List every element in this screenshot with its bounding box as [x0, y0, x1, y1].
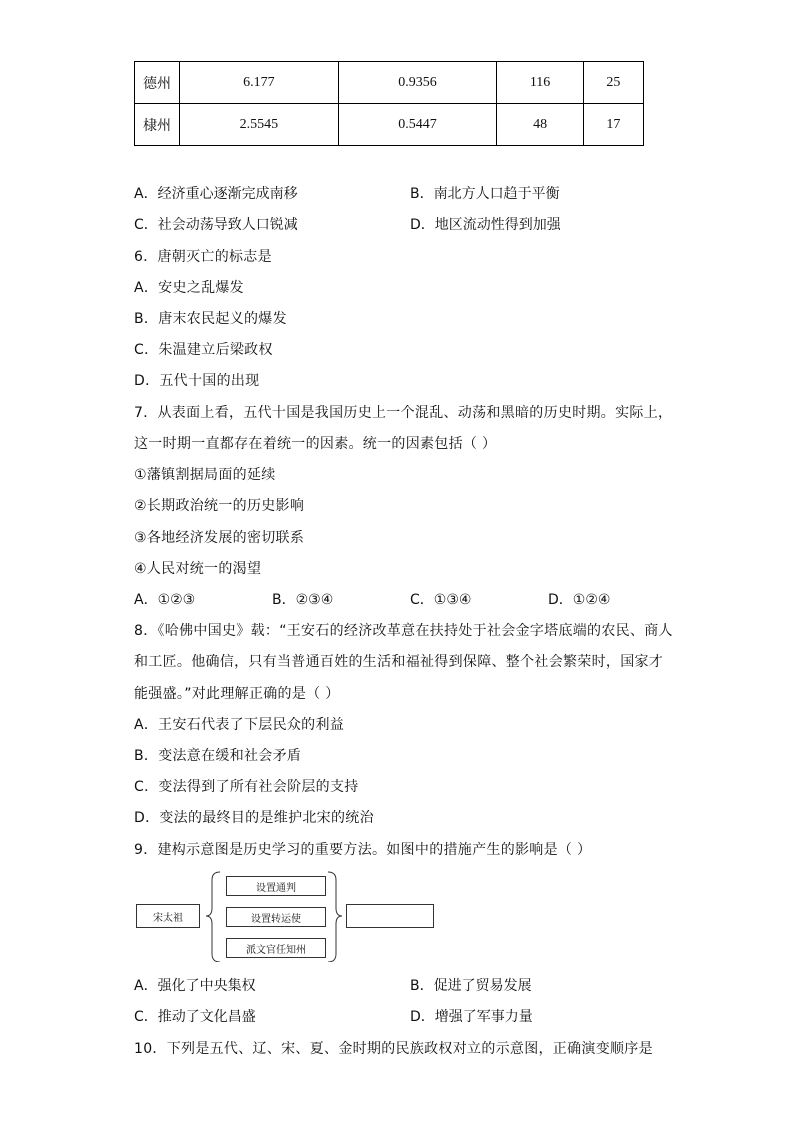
q5-option-b: B．南北方人口趋于平衡 [410, 186, 560, 202]
q5-option-d: D．地区流动性得到加强 [410, 217, 561, 233]
q7-stem-line1: 7．从表面上看，五代十国是我国历史上一个混乱、动荡和黑暗的历史时期。实际上， [134, 405, 673, 421]
q7-item-3: ③各地经济发展的密切联系 [134, 530, 305, 546]
q6-option-b: B．唐末农民起义的爆发 [134, 311, 287, 327]
table-cell-city: 德州 [135, 62, 180, 104]
q7-item-4: ④人民对统一的渴望 [134, 561, 262, 577]
population-table [134, 61, 644, 146]
q10-stem: 10．下列是五代、辽、宋、夏、金时期的民族政权对立的示意图，正确演变顺序是 [134, 1041, 653, 1057]
q7-item-1: ①藩镇割据局面的延续 [134, 467, 276, 483]
diagram-left-box: 宋太祖 [136, 904, 200, 928]
table-row [135, 62, 644, 104]
q8-option-d: D．变法的最终目的是维护北宋的统治 [134, 810, 374, 826]
q8-stem-line2: 和工匠。他确信，只有当普通百姓的生活和福祉得到保障、整个社会繁荣时，国家才 [134, 654, 664, 670]
q8-stem-line3: 能强盛。”对此理解正确的是（ ） [134, 686, 340, 702]
diagram-measure-2: 设置转运使 [226, 907, 326, 927]
q7-item-2: ②长期政治统一的历史影响 [134, 498, 305, 514]
table-cell: 6.177 [180, 62, 339, 104]
q7-option-d: D．①②④ [548, 592, 611, 608]
table-cell: 48 [497, 104, 583, 146]
q6-stem: 6．唐朝灭亡的标志是 [134, 249, 272, 265]
q9-stem: 9．建构示意图是历史学习的重要方法。如图中的措施产生的影响是（ ） [134, 842, 592, 858]
q9-option-b: B．促进了贸易发展 [410, 978, 532, 994]
table-cell: 17 [583, 104, 643, 146]
q8-option-b: B．变法意在缓和社会矛盾 [134, 748, 302, 764]
q8-option-a: A．王安石代表了下层民众的利益 [134, 717, 345, 733]
q6-option-c: C．朱温建立后梁政权 [134, 342, 273, 358]
q7-option-c: C．①③④ [410, 592, 472, 608]
q8-stem-line1: 8．《哈佛中国史》载：“王安石的经济改革意在扶持处于社会金字塔底端的农民、商人 [134, 623, 673, 639]
diagram-measure-1: 设置通判 [226, 876, 326, 896]
table-row [135, 104, 644, 146]
q8-option-c: C．变法得到了所有社会阶层的支持 [134, 779, 359, 795]
table-cell: 0.9356 [338, 62, 497, 104]
q7-option-a: A．①②③ [134, 592, 196, 608]
q9-option-c: C．推动了文化昌盛 [134, 1009, 256, 1025]
q6-option-a: A．安史之乱爆发 [134, 280, 244, 296]
q5-option-a: A．经济重心逐渐完成南移 [134, 186, 298, 202]
diagram-result-box [346, 904, 434, 928]
table-cell: 0.5447 [338, 104, 497, 146]
q9-diagram [134, 870, 454, 962]
q9-option-d: D．增强了军事力量 [410, 1009, 533, 1025]
table-cell: 2.5545 [180, 104, 339, 146]
table-cell-city: 棣州 [135, 104, 180, 146]
table-cell: 116 [497, 62, 583, 104]
q7-stem-line2: 这一时期一直都存在着统一的因素。统一的因素包括（ ） [134, 436, 497, 452]
q7-option-b: B．②③④ [272, 592, 334, 608]
table-cell: 25 [583, 62, 643, 104]
q6-option-d: D．五代十国的出现 [134, 373, 260, 389]
q5-option-c: C．社会动荡导致人口锐减 [134, 217, 298, 233]
q9-option-a: A．强化了中央集权 [134, 978, 256, 994]
diagram-measure-3: 派文官任知州 [226, 938, 326, 958]
